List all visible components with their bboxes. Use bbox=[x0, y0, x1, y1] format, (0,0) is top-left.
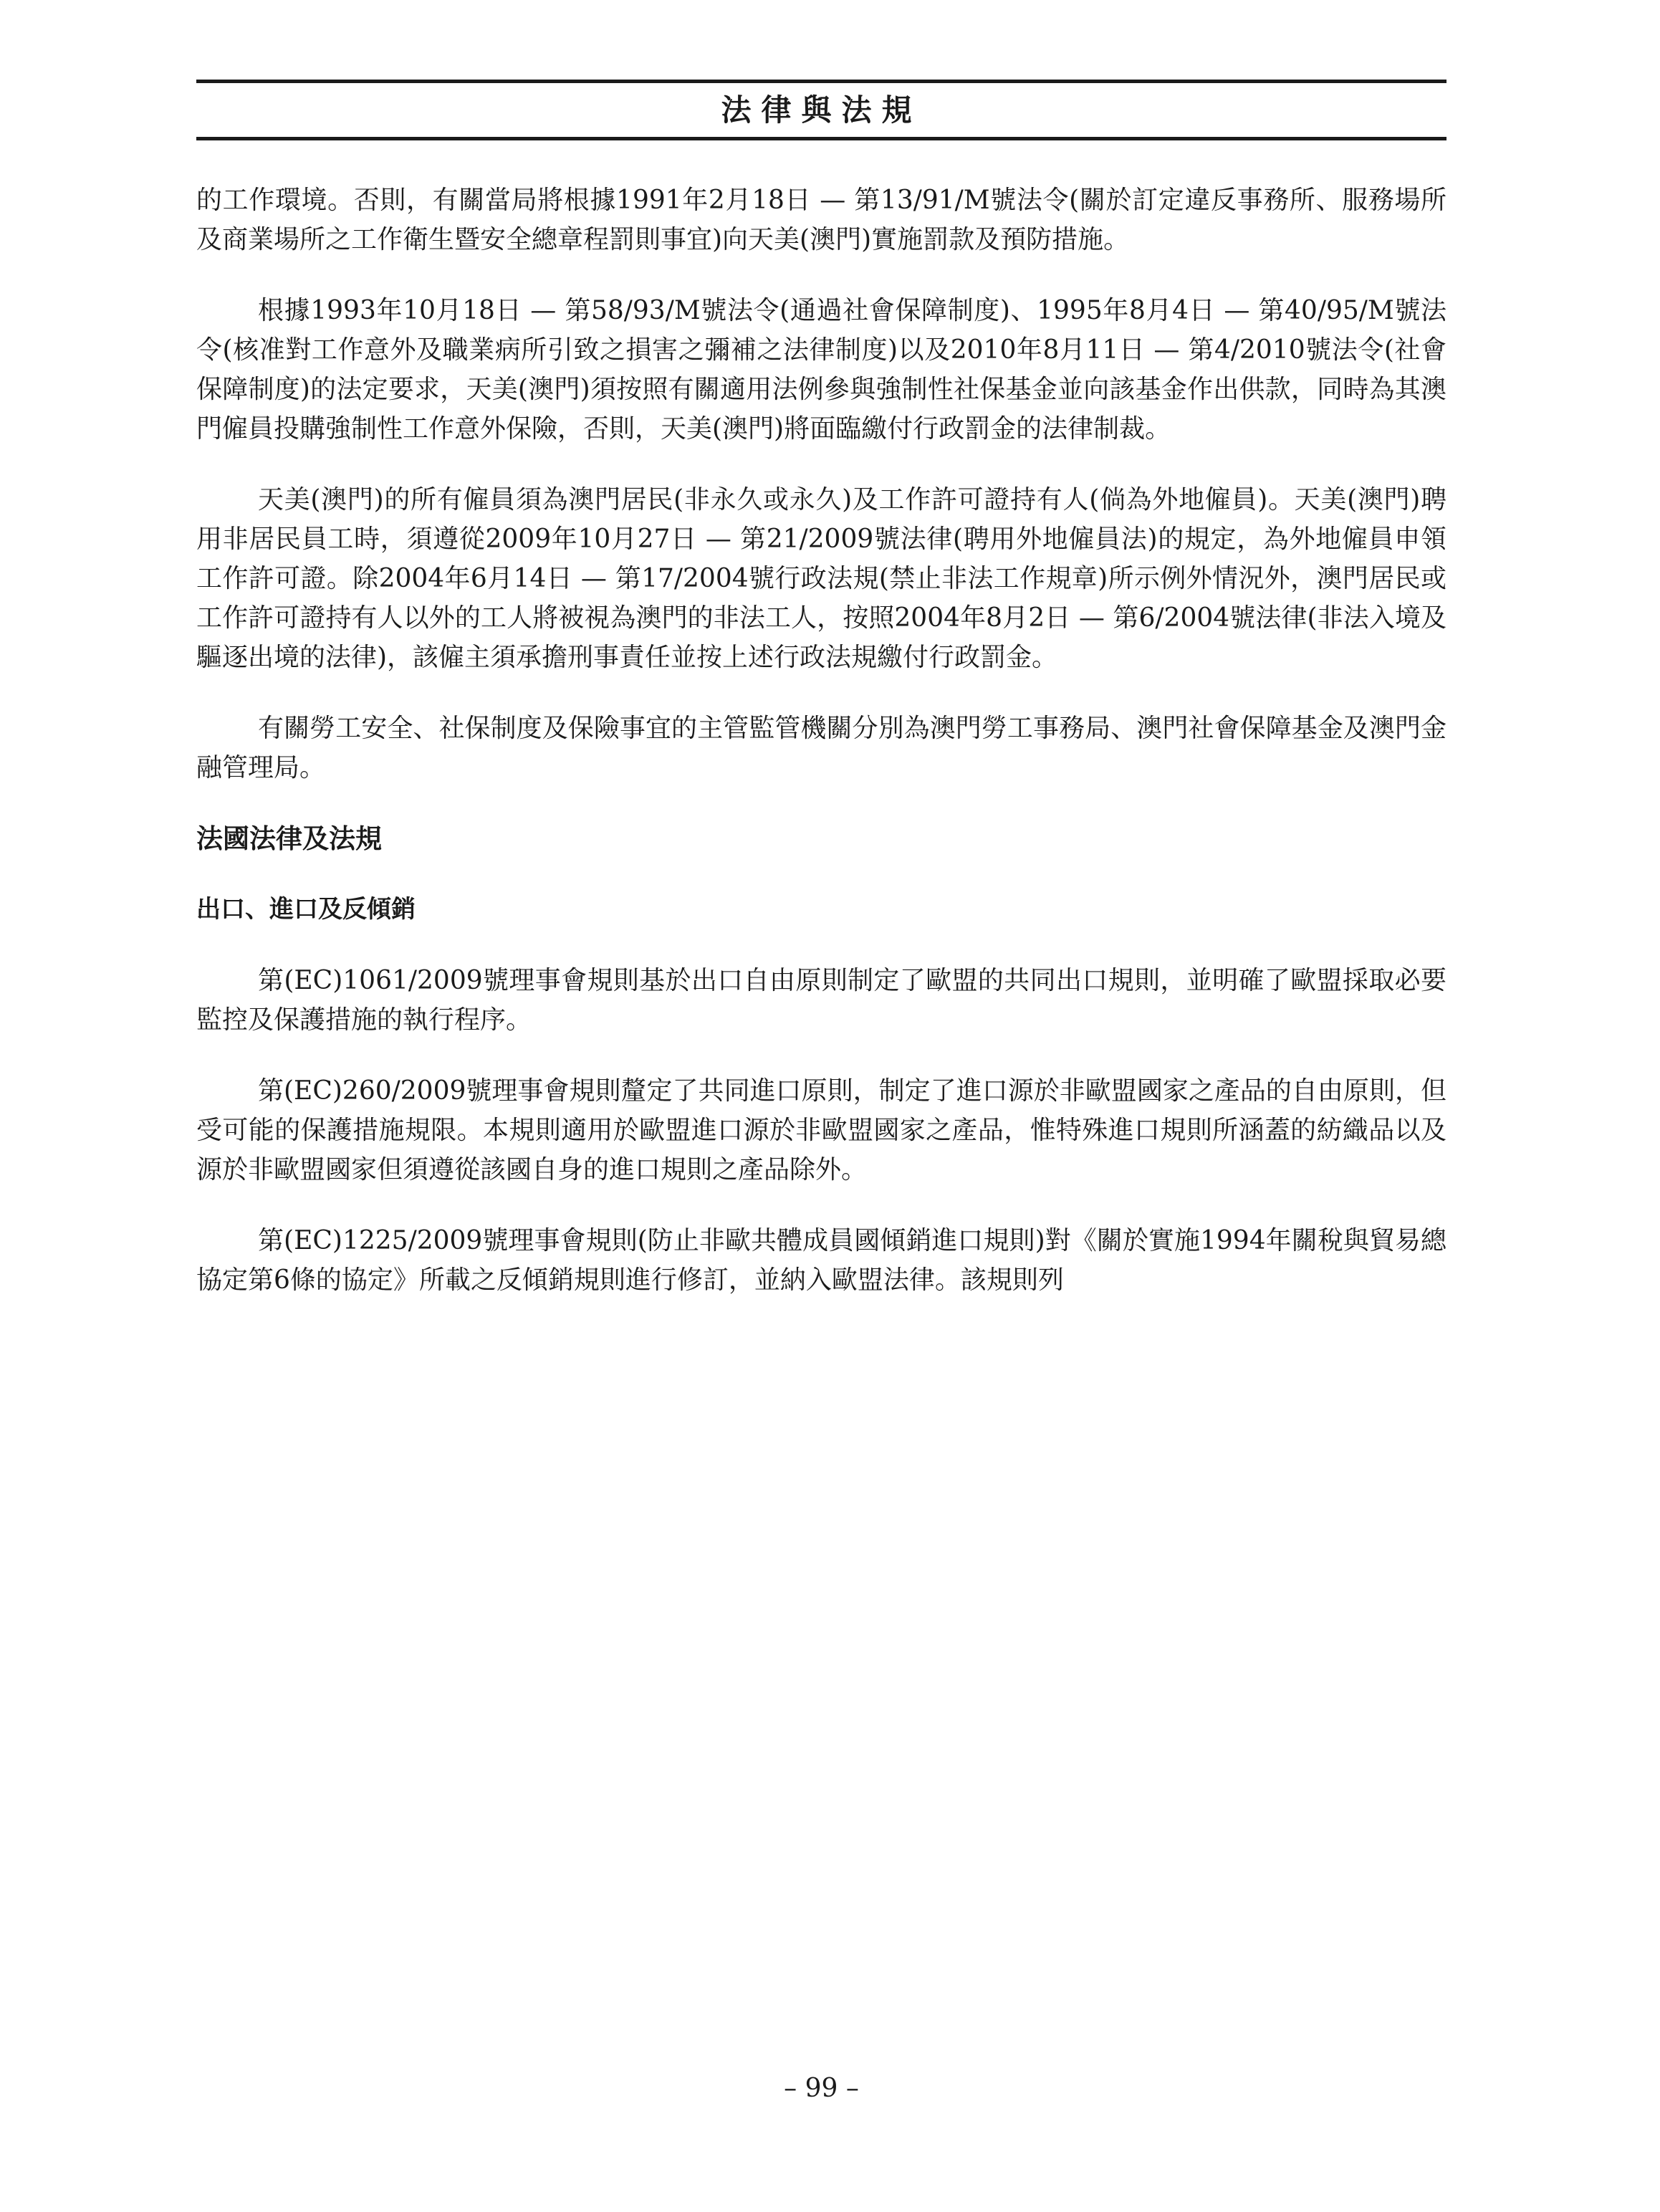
page-number: – 99 – bbox=[784, 2074, 859, 2103]
header-top-rule bbox=[196, 80, 1446, 83]
subsection-heading-export-import: 出口、進口及反傾銷 bbox=[196, 895, 416, 924]
section-heading-french-law: 法國法律及法規 bbox=[196, 823, 382, 854]
paragraph-employees: 天美(澳門)的所有僱員須為澳門居民(非永久或永久)及工作許可證持有人(倘為外地僱員)。天美(澳門)聘用非居民員工時，須遵從2009年10月27日 — 第21/2009號法律(聘用外地僱員法)的規定，為外地僱員申領工作許可證。除2004年6月14日 — 第17/2004號行政法規(禁止非法工作規章)所示例外情況外，澳門居民或工作許可證持有人以外的工人將被視為澳門的非法工人，按照2004年8月2日 — 第6/2004號法律(非法入境及驅逐出境的法律)，該僱主須承擔刑事責任並按上述行政法規繳付行政罰金。 bbox=[196, 485, 1446, 672]
paragraph-social-security: 根據1993年10月18日 — 第58/93/M號法令(通過社會保障制度)、1995年8月4日 — 第40/95/M號法令(核准對工作意外及職業病所引致之損害之彌補之法律制度)以及2010年8月11日 — 第4/2010號法令(社會保障制度)的法定要求，天美(澳門)須按照有關適用法例參與強制性社保基金並向該基金作出供款，同時為其澳門僱員投購強制性工作意外保險，否則，天美(澳門)將面臨繳付行政罰金的法律制裁。 bbox=[196, 296, 1446, 444]
paragraph-import-rules: 第(EC)260/2009號理事會規則釐定了共同進口原則，制定了進口源於非歐盟國家之產品的自由原則，但受可能的保護措施規限。本規則適用於歐盟進口源於非歐盟國家之產品，惟特殊進口規則所涵蓋的紡織品以及源於非歐盟國家但須遵從該國自身的進口規則之產品除外。 bbox=[196, 1076, 1446, 1184]
page-header-title: 法律與法規 bbox=[721, 92, 922, 128]
paragraph-regulators: 有關勞工安全、社保制度及保險事宜的主管監管機關分別為澳門勞工事務局、澳門社會保障基金及澳門金融管理局。 bbox=[196, 714, 1446, 782]
paragraph-export-rules: 第(EC)1061/2009號理事會規則基於出口自由原則制定了歐盟的共同出口規則，並明確了歐盟採取必要監控及保護措施的執行程序。 bbox=[196, 966, 1446, 1035]
header-bottom-rule bbox=[196, 137, 1446, 140]
paragraph-work-environment: 的工作環境。否則，有關當局將根據1991年2月18日 — 第13/91/M號法令(關於訂定違反事務所、服務場所及商業場所之工作衛生暨安全總章程罰則事宜)向天美(澳門)實施罰款及預防措施。 bbox=[196, 186, 1446, 254]
paragraph-anti-dumping: 第(EC)1225/2009號理事會規則(防止非歐共體成員國傾銷進口規則)對《關於實施1994年關稅與貿易總協定第6條的協定》所載之反傾銷規則進行修訂，並納入歐盟法律。該規則列 bbox=[196, 1226, 1446, 1295]
document-body bbox=[196, 181, 1446, 1331]
